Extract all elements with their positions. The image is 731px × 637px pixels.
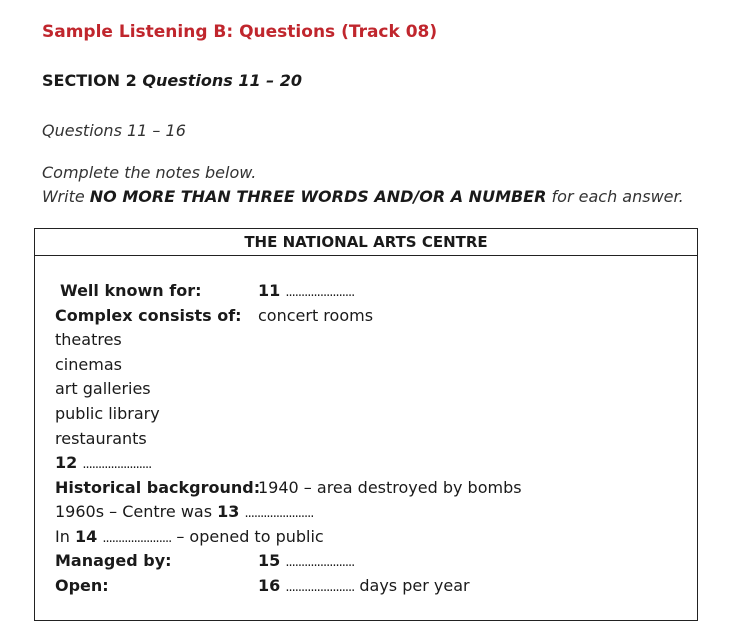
complex-item-restaurants: restaurants: [55, 429, 147, 448]
q16-number: 16: [258, 576, 281, 595]
centre-prefix: 1960s – Centre was: [55, 502, 213, 521]
complex-item-art-galleries: art galleries: [55, 379, 151, 398]
q11-answer[interactable]: [258, 281, 354, 303]
q15-number: 15: [258, 551, 281, 570]
q15-blank: ......................: [285, 555, 355, 570]
q15-answer[interactable]: [258, 551, 354, 573]
q14-number: 14: [74, 527, 98, 546]
q11-blank: ......................: [285, 285, 355, 300]
instruction-line-1: Complete the notes below.: [42, 163, 257, 182]
days-text: days per year: [359, 576, 470, 595]
complex-first-item: concert rooms: [258, 306, 374, 325]
q12-answer[interactable]: [55, 453, 151, 475]
complex-item-cinemas: cinemas: [55, 355, 122, 374]
page-title: Sample Listening B: Questions (Track 08): [42, 22, 438, 42]
instruction-limit: NO MORE THAN THREE WORDS AND/OR A NUMBER: [89, 187, 547, 206]
section-heading: [42, 71, 302, 90]
notes-box: [34, 228, 698, 621]
managed-label: Managed by:: [55, 551, 172, 570]
complex-item-theatres: theatres: [55, 330, 122, 349]
q13-line: [55, 502, 313, 524]
section-questions: Questions 11 – 20: [142, 71, 302, 90]
q12-blank: ......................: [82, 457, 152, 472]
q12-number: 12: [55, 453, 78, 472]
complex-label: Complex consists of:: [55, 306, 242, 325]
q11-number: 11: [258, 281, 281, 300]
q14-blank[interactable]: ......................: [102, 531, 172, 546]
historical-label: Historical background:: [55, 478, 261, 497]
historical-value: 1940 – area destroyed by bombs: [258, 478, 522, 497]
well-known-label: Well known for:: [60, 281, 202, 300]
instruction-end: for each answer.: [551, 187, 684, 206]
complex-item-public-library: public library: [55, 404, 160, 423]
open-label: Open:: [55, 576, 109, 595]
q13-blank[interactable]: ......................: [244, 506, 314, 521]
instruction-write: Write: [42, 187, 85, 206]
notes-heading: THE NATIONAL ARTS CENTRE: [35, 229, 697, 256]
q16-blank: ......................: [285, 580, 355, 595]
sub-questions: Questions 11 – 16: [42, 121, 186, 140]
in-prefix: In: [55, 527, 70, 546]
instruction-line-2: [42, 187, 684, 206]
q16-answer[interactable]: [258, 576, 470, 598]
q14-line: [55, 527, 324, 549]
section-label: SECTION 2: [42, 71, 137, 90]
q13-number: 13: [217, 502, 240, 521]
opened-text: – opened to public: [176, 527, 324, 546]
